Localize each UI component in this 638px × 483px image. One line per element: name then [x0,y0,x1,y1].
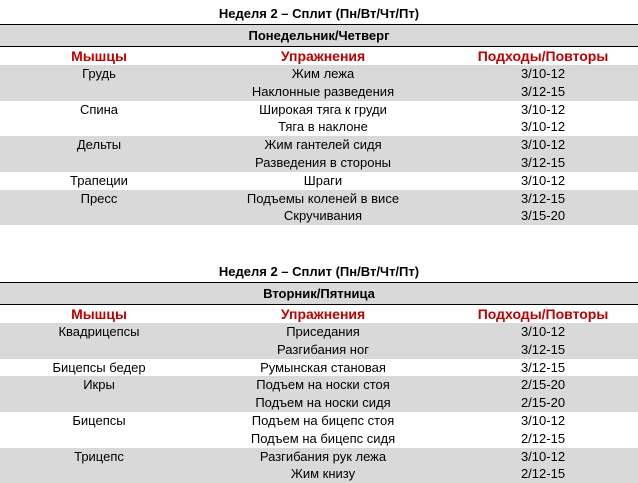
table-row [0,448,638,466]
muscle-cell: Бицепсы бедер [52,359,146,375]
exercise-cell: Подъем на носки сидя [255,395,391,411]
sets-cell: 3/12-15 [520,190,566,206]
muscle-cell: Бицепсы [72,412,126,428]
muscle-cell [0,118,198,136]
table-row [0,359,638,377]
muscle-cell [0,465,198,483]
table-row [0,83,638,101]
table-row [0,207,638,225]
table-row [0,118,638,136]
exercise-cell: Жим гантелей сидя [264,137,382,153]
sets-cell: 3/10-12 [520,137,566,153]
exercise-cell: Наклонные разведения [251,83,395,99]
sets-cell: 3/12-15 [520,83,566,99]
exercise-cell: Разгибания рук лежа [259,448,387,464]
table-row [0,65,638,83]
table-row [0,136,638,154]
exercise-cell: Подъем на бицепс стоя [251,412,395,428]
muscle-cell: Дельты [76,137,122,153]
day-heading: Понедельник/Четверг [0,25,638,47]
header-sets: Подходы/Повторы [477,48,609,64]
exercise-cell: Скручивания [283,208,363,224]
table-row [0,341,638,359]
table-title: Неделя 2 – Сплит (Пн/Вт/Чт/Пт) [0,4,638,25]
muscle-cell [0,430,198,448]
sets-cell: 3/12-15 [520,341,566,357]
table-row [0,376,638,394]
table-title: Неделя 2 – Сплит (Пн/Вт/Чт/Пт) [0,262,638,283]
header-muscles: Мышцы [71,306,127,322]
sets-cell: 2/15-20 [520,377,566,393]
table-row [0,323,638,341]
exercise-cell: Жим лежа [291,66,355,81]
table-row [0,465,638,483]
muscle-cell [0,394,198,412]
day-heading: Вторник/Пятница [0,283,638,305]
column-headers [0,305,638,323]
sets-cell: 3/12-15 [520,154,566,170]
muscle-cell: Квадрицепсы [58,324,140,339]
exercise-cell: Шраги [303,172,343,188]
sets-cell: 2/12-15 [520,466,566,482]
muscle-cell [0,83,198,101]
muscle-cell: Пресс [80,190,118,206]
header-exercises: Упражнения [280,48,366,64]
muscle-cell: Трицепс [74,448,124,464]
table-row [0,172,638,190]
table-row [0,154,638,172]
exercise-cell: Подъем на носки стоя [256,377,390,393]
table-row [0,412,638,430]
column-headers [0,47,638,65]
header-muscles: Мышцы [71,48,127,64]
exercise-cell: Румынская становая [260,359,386,375]
exercise-cell: Широкая тяга к груди [259,101,387,117]
table-body [0,65,638,225]
sets-cell: 3/10-12 [520,448,566,464]
muscle-cell: Трапеции [70,172,128,188]
table-body [0,323,638,483]
exercise-cell: Жим книзу [290,466,356,482]
table-row [0,394,638,412]
muscle-cell [0,341,198,359]
table-row [0,430,638,448]
muscle-cell [0,207,198,225]
sets-cell: 3/10-12 [520,324,566,339]
sets-cell: 3/10-12 [520,101,566,117]
muscle-cell [0,154,198,172]
sets-cell: 3/10-12 [520,119,566,135]
sets-cell: 3/12-15 [520,359,566,375]
table-row [0,101,638,119]
exercise-cell: Тяга в наклоне [278,119,368,135]
table-monday-thursday [0,4,638,225]
muscle-cell: Икры [83,377,115,393]
table-tuesday-friday [0,262,638,483]
exercise-cell: Подъем на бицепс сидя [250,430,396,446]
sets-cell: 3/10-12 [520,412,566,428]
sets-cell: 3/10-12 [520,66,566,81]
exercise-cell: Разгибания ног [277,341,369,357]
sets-cell: 3/15-20 [520,208,566,224]
sets-cell: 2/15-20 [520,395,566,411]
exercise-cell: Приседания [286,324,360,339]
muscle-cell: Грудь [82,66,116,81]
exercise-cell: Подъемы коленей в висе [246,190,400,206]
header-exercises: Упражнения [280,306,366,322]
exercise-cell: Разведения в стороны [255,154,391,170]
muscle-cell: Спина [79,101,119,117]
header-sets: Подходы/Повторы [477,306,609,322]
sets-cell: 3/10-12 [520,172,566,188]
sets-cell: 2/12-15 [520,430,566,446]
table-row [0,190,638,208]
